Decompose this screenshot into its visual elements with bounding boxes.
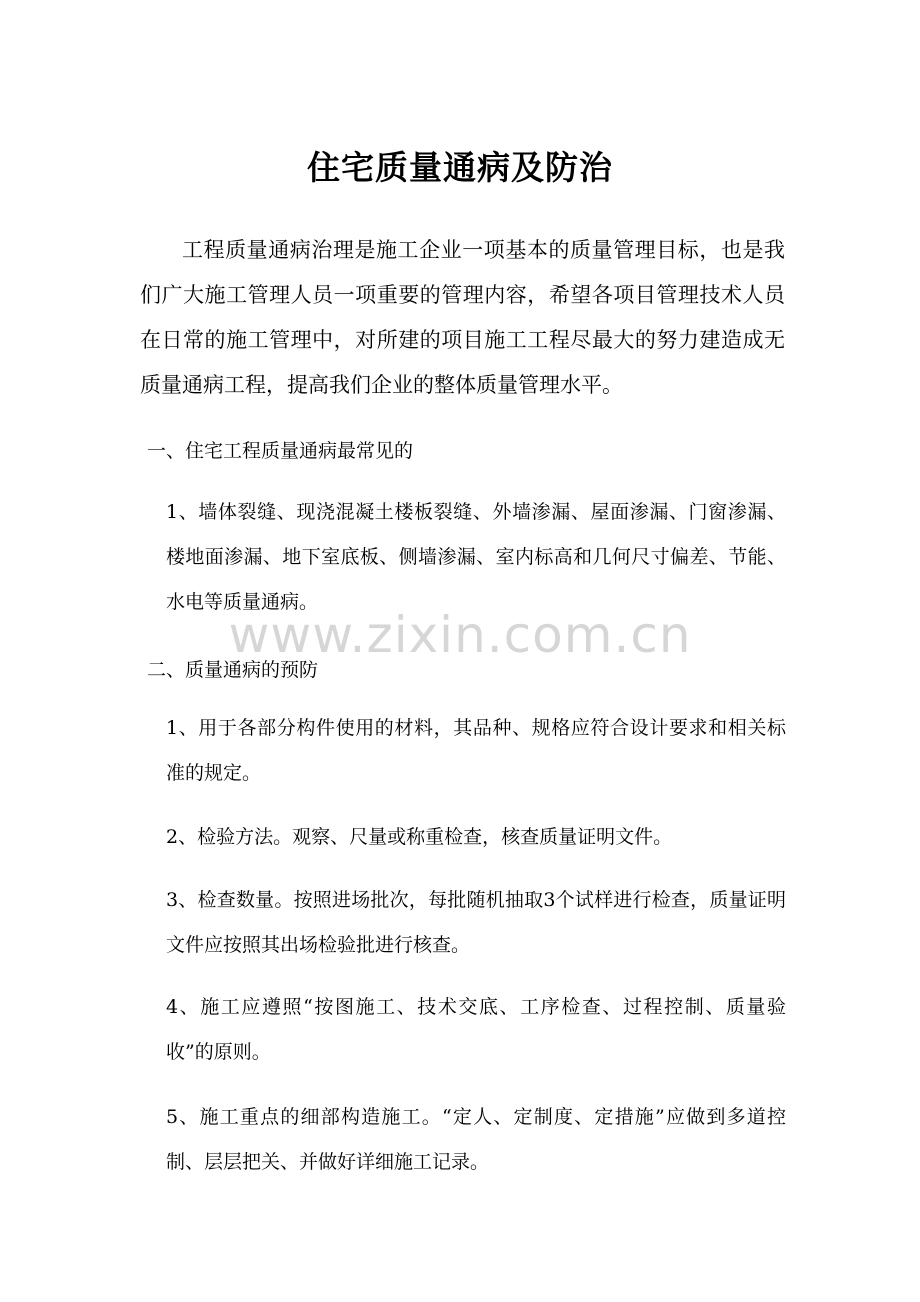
list-item: 4、施工应遵照“按图施工、技术交底、工序检查、过程控制、质量验收”的原则。 [166, 996, 786, 1063]
section-heading-prevention: 二、质量通病的预防 [147, 659, 319, 681]
list-item: 2、检验方法。观察、尺量或称重检查，核查质量证明文件。 [166, 826, 673, 848]
list-item: 3、检查数量。按照进场批次，每批随机抽取3个试样进行检查，质量证明文件应按照其出场检验批进行核查。 [166, 889, 786, 956]
intro-paragraph: 工程质量通病治理是施工企业一项基本的质量管理目标，也是我们广大施工管理人员一项重要的管理内容，希望各项目管理技术人员在日常的施工管理中，对所建的项目施工工程尽最大的努力建造成无质量通病工程，提高我们企业的整体质量管理水平。 [140, 238, 785, 397]
list-item: 1、墙体裂缝、现浇混凝土楼板裂缝、外墙渗漏、屋面渗漏、门窗渗漏、楼地面渗漏、地下室底板、侧墙渗漏、室内标高和几何尺寸偏差、节能、水电等质量通病。 [166, 501, 786, 613]
list-item: 5、施工重点的细部构造施工。“定人、定制度、定措施”应做到多道控制、层层把关、并做好详细施工记录。 [166, 1106, 786, 1173]
document-title: 住宅质量通病及防治 [307, 148, 613, 187]
section-heading-common-defects: 一、住宅工程质量通病最常见的 [147, 440, 414, 462]
watermark: www.zixin.com.cn [228, 606, 692, 664]
list-item: 1、用于各部分构件使用的材料，其品种、规格应符合设计要求和相关标准的规定。 [166, 717, 786, 784]
